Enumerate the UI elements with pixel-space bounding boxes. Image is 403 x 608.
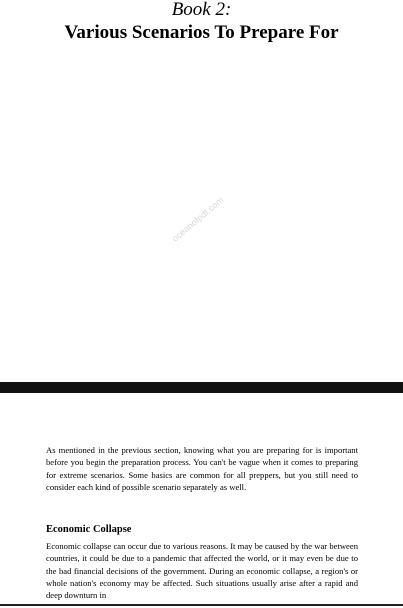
watermark: oceanofpdf.com — [170, 194, 226, 244]
intro-paragraph: As mentioned in the previous section, knowing what you are preparing for is important before you begin the preparation process. You can't be vague when it comes to preparing for extreme scenarios. Some basics are common for all preppers, but you still need to consider each kind of possible scenario separately as well. — [46, 445, 358, 492]
page-separator — [0, 382, 403, 393]
economic-collapse-paragraph: Economic collapse can occur due to various reasons. It may be caused by the war between countries, it could be due to a pandemic that affected the world, or it may even be due to the bad financial decisions of the government. During an economic collapse, a region's or whole nation's economy may be affected. Such situations usually arise after a rapid and deep downturn in — [46, 541, 358, 601]
viewer-bottom-edge — [0, 604, 403, 606]
book-number-label: Book 2: — [171, 0, 232, 20]
book-title: Various Scenarios To Prepare For — [64, 22, 339, 43]
section-heading: Economic Collapse — [46, 524, 132, 535]
page-lower — [0, 393, 403, 608]
